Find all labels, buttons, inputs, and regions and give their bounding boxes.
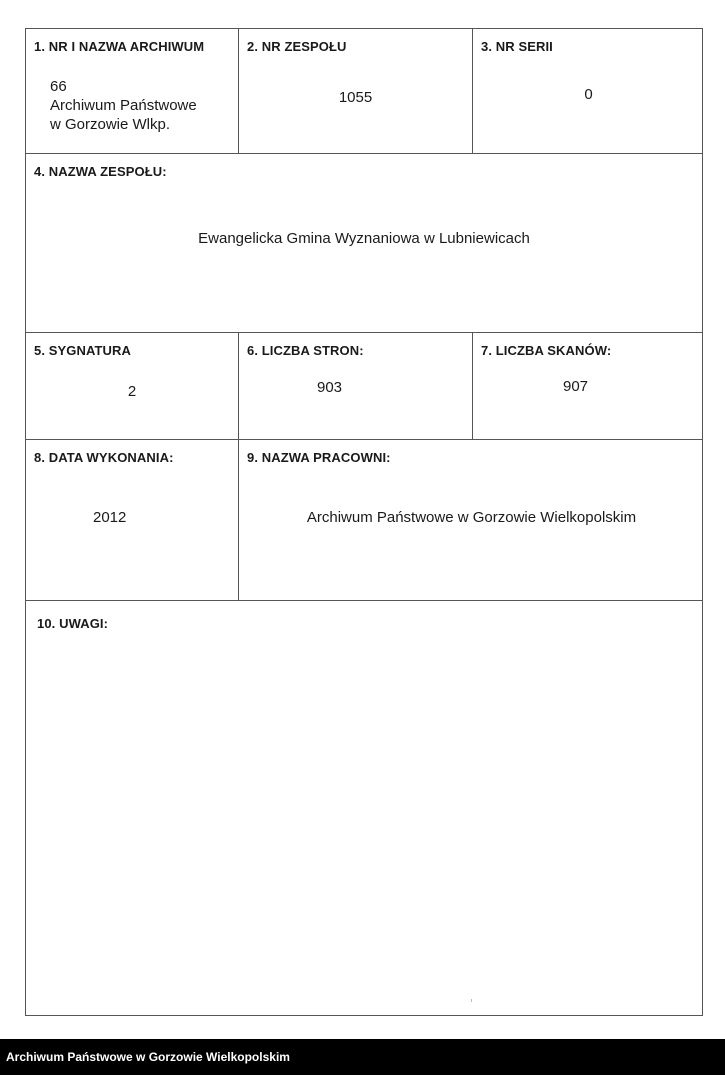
form-row-2 bbox=[26, 154, 702, 333]
form-row-1 bbox=[26, 29, 702, 154]
scan-count-value: 907 bbox=[563, 378, 589, 395]
signature-value: 2 bbox=[127, 383, 137, 400]
fonds-number-cell bbox=[238, 29, 472, 153]
workshop-name-value: Archiwum Państwowe w Gorzowie Wielkopolskim bbox=[306, 509, 637, 526]
series-number-value: 0 bbox=[584, 86, 593, 103]
series-number-cell bbox=[472, 29, 704, 153]
archive-name-line-1: Archiwum Państwowe bbox=[50, 97, 197, 114]
workshop-name-cell bbox=[238, 440, 704, 600]
fonds-name-cell bbox=[26, 154, 702, 332]
signature-label: 5. SYGNATURA bbox=[34, 343, 132, 358]
page-count-label: 6. LICZBA STRON: bbox=[247, 343, 364, 358]
signature-cell bbox=[26, 333, 238, 439]
fonds-name-label: 4. NAZWA ZESPOŁU: bbox=[34, 164, 167, 179]
fonds-name-value: Ewangelicka Gmina Wyznaniowa w Lubniewicach bbox=[198, 230, 530, 247]
execution-date-label: 8. DATA WYKONANIA: bbox=[34, 450, 174, 465]
workshop-name-label: 9. NAZWA PRACOWNI: bbox=[247, 450, 391, 465]
archive-name-line-2: w Gorzowie Wlkp. bbox=[50, 116, 171, 133]
footer-text: Archiwum Państwowe w Gorzowie Wielkopolskim bbox=[6, 1050, 290, 1064]
form-row-3 bbox=[26, 333, 702, 440]
form-row-4 bbox=[26, 440, 702, 601]
scan-count-label: 7. LICZBA SKANÓW: bbox=[481, 343, 612, 358]
fonds-number-label: 2. NR ZESPOŁU bbox=[247, 39, 347, 54]
remarks-label: 10. UWAGI: bbox=[37, 616, 109, 631]
archive-label: 1. NR I NAZWA ARCHIWUM bbox=[34, 39, 205, 54]
fonds-number-value: 1055 bbox=[338, 89, 373, 106]
archive-cell bbox=[26, 29, 238, 153]
footer-bar bbox=[0, 1039, 725, 1075]
scan-count-cell bbox=[472, 333, 704, 439]
series-number-label: 3. NR SERII bbox=[481, 39, 553, 54]
page-count-cell bbox=[238, 333, 472, 439]
execution-date-cell bbox=[26, 440, 238, 600]
form-row-5 bbox=[26, 601, 702, 1015]
scan-speck bbox=[471, 999, 472, 1002]
page-count-value: 903 bbox=[317, 379, 343, 396]
remarks-cell bbox=[26, 601, 702, 1015]
archive-number: 66 bbox=[50, 78, 67, 95]
archive-value bbox=[50, 77, 197, 134]
metadata-form bbox=[25, 28, 703, 1016]
execution-date-value: 2012 bbox=[93, 509, 127, 526]
